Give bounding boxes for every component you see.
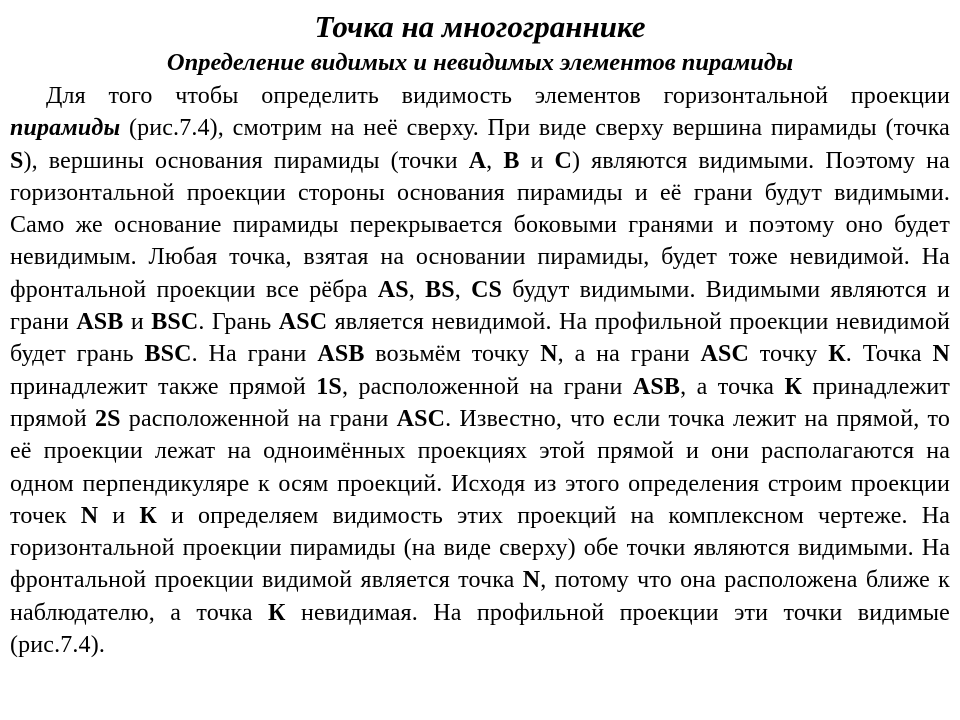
paragraph-text: возьмём точку bbox=[364, 341, 541, 368]
bold-term: К bbox=[268, 599, 286, 626]
slide bbox=[10, 6, 950, 661]
bold-term: AS bbox=[377, 276, 409, 303]
bold-term: N bbox=[522, 567, 541, 594]
bold-term: BSC bbox=[144, 341, 192, 368]
bold-term: N bbox=[932, 341, 950, 368]
bold-term: C bbox=[554, 147, 572, 174]
page-subtitle: Определение видимых и невидимых элементов пирамиды bbox=[166, 49, 794, 76]
paragraph-text: будут видимыми. Видимыми являются и грани bbox=[10, 276, 950, 336]
paragraph-text: и bbox=[98, 502, 140, 529]
paragraph-text: и bbox=[519, 147, 555, 174]
paragraph-text: является невидимой. На профильной проекции невидимой будет грань bbox=[10, 309, 950, 368]
paragraph-text: . Известно, что если точка лежит на прямой, то её проекции лежат на одноимённых проекциях этой прямой и они располагаются на одном перпендикуляре к осям проекций. Исходя из этого определения строим проекции точек bbox=[10, 405, 950, 529]
paragraph-text: и определяем видимость этих проекций на комплексном чертеже. На горизонтальной проекции пирамиды (на виде сверху) обе точки являются видимыми. На фронтальной проекции видимой является точка bbox=[10, 502, 950, 594]
paragraph-text: принадлежит также прямой bbox=[10, 373, 317, 400]
paragraph-text: , а на грани bbox=[557, 341, 701, 368]
paragraph-text: расположенной на грани bbox=[120, 405, 397, 432]
body-paragraph bbox=[10, 80, 950, 661]
paragraph-text: ), вершины основания пирамиды (точки bbox=[23, 147, 469, 174]
bold-term: CS bbox=[471, 276, 503, 303]
bold-term: ASC bbox=[700, 341, 749, 368]
bold-term: ASB bbox=[76, 309, 124, 336]
bold-term: ASB bbox=[632, 373, 681, 400]
paragraph-text: точку bbox=[748, 341, 829, 368]
bold-term: пирамиды bbox=[10, 115, 121, 142]
bold-term: К bbox=[828, 341, 846, 368]
paragraph-text: и bbox=[123, 309, 152, 336]
paragraph-text: , а точка bbox=[680, 373, 785, 400]
bold-term: К bbox=[784, 373, 803, 400]
paragraph-text: . Грань bbox=[198, 309, 279, 336]
paragraph-text: принадлежит прямой bbox=[10, 373, 950, 432]
page-title: Точка на многограннике bbox=[314, 9, 646, 44]
paragraph-text: , bbox=[486, 147, 504, 174]
paragraph-text: . Точка bbox=[845, 341, 933, 368]
paragraph-text: (рис.7.4), смотрим на неё сверху. При виде сверху вершина пирамиды (точка bbox=[120, 115, 950, 142]
paragraph-text: , bbox=[408, 276, 426, 303]
paragraph-text: , расположенной на грани bbox=[341, 373, 633, 400]
paragraph-text: , bbox=[454, 276, 472, 303]
paragraph-text: . На грани bbox=[191, 341, 318, 368]
paragraph-text: , потому что она расположена ближе к наблюдателю, а точка bbox=[10, 567, 950, 626]
bold-term: N bbox=[540, 341, 558, 368]
bold-term: B bbox=[503, 147, 520, 174]
bold-term: A bbox=[468, 147, 487, 174]
bold-term: ASC bbox=[396, 405, 446, 432]
paragraph-text: ) являются видимыми. Поэтому на горизонтальной проекции стороны основания пирамиды и её грани будут видимыми. Само же основание пирамиды перекрывается боковыми гранями и поэтому оно будет невидимым. Любая точка, взятая на основании пирамиды, будет тоже невидимой. На фронтальной проекции все рёбра bbox=[10, 147, 950, 303]
paragraph-text: невидимая. На профильной проекции эти точки видимые (рис.7.4). bbox=[10, 599, 950, 659]
bold-term: BSC bbox=[151, 309, 199, 336]
bold-term: 2S bbox=[94, 405, 121, 432]
paragraph-text: Для того чтобы определить видимость элементов горизонтальной проекции bbox=[46, 83, 950, 109]
bold-term: N bbox=[80, 502, 99, 529]
bold-term: К bbox=[139, 502, 157, 529]
bold-term: ASC bbox=[278, 309, 328, 336]
bold-term: ASB bbox=[317, 341, 365, 368]
bold-term: S bbox=[10, 147, 24, 174]
bold-term: BS bbox=[425, 276, 455, 303]
bold-term: 1S bbox=[316, 373, 342, 400]
